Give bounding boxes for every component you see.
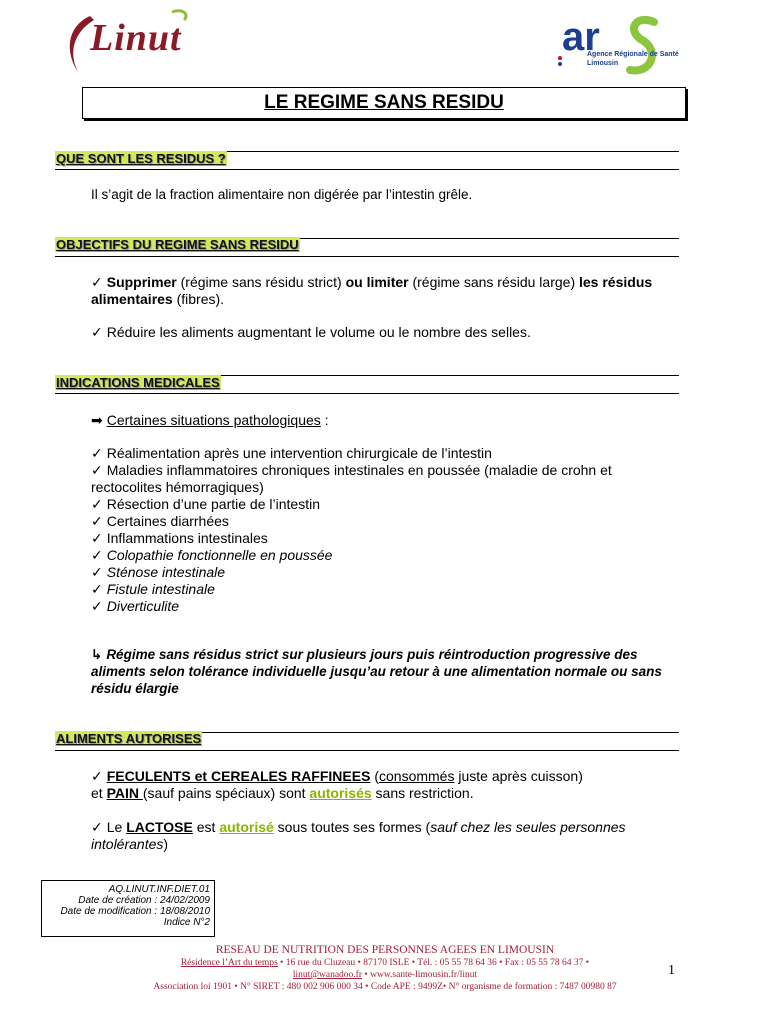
email-link[interactable]: linut@wanadoo.fr	[292, 970, 363, 980]
check-icon: ✓	[91, 819, 103, 835]
hook-arrow-icon: ↳	[91, 647, 103, 662]
linut-wordmark: Linut	[90, 17, 182, 59]
list-item: ✓ Inflammations intestinales	[91, 530, 268, 546]
check-icon: ✓	[91, 324, 103, 340]
check-icon: ✓	[91, 530, 103, 546]
residus-definition: Il s’agit de la fraction alimentaire non digérée par l’intestin grêle.	[91, 187, 473, 202]
indications-lead: ➡ Certaines situations pathologiques :	[91, 412, 329, 428]
ars-subtitle: Agence Régionale de Santé Limousin	[587, 51, 679, 67]
website-link[interactable]: • www.sante-limousin.fr/linut	[362, 970, 478, 980]
check-icon: ✓	[91, 598, 103, 614]
objectif-item-2: ✓ Réduire les aliments augmentant le volume ou le nombre des selles.	[91, 324, 531, 340]
footer: RESEAU DE NUTRITION DES PERSONNES AGEES EN LIMOUSIN Résidence l’Art du temps • 16 rue du Cluzeau • 87170 ISLE • Tél. : 05 55 78 64 36 • Fax : 05 55 78 64 37 • linut@wanadoo.fr • www.sante-limousin.fr/linut Association loi 1901 • N° SIRET : 480 002 906 000 34 • Code APE : 9499Z• N° organisme de formation : 7487 00980 87	[153, 944, 617, 992]
indications-list	[91, 445, 681, 615]
page-number: 1	[668, 963, 675, 978]
check-icon: ✓	[91, 581, 103, 597]
objectif-item-1: ✓ Supprimer (régime sans résidu strict) ou limiter (régime sans résidu large) les résidus alimentaires (fibres).	[91, 274, 653, 307]
section-title-objectifs: OBJECTIFS DU REGIME SANS RESIDU	[56, 237, 299, 252]
revision-box: AQ.LINUT.INF.DIET.01 Date de création : 24/02/2009 Date de modification : 18/08/2010 Indice N°2	[41, 880, 215, 937]
list-item: ✓ Résection d’une partie de l’intestin	[91, 496, 320, 512]
list-item: ✓ Certaines diarrhées	[91, 513, 229, 529]
list-item: ✓ Diverticulite	[91, 598, 180, 614]
check-icon: ✓	[91, 274, 103, 290]
section-divider	[55, 750, 679, 751]
check-icon: ✓	[91, 564, 103, 580]
check-icon: ✓	[91, 496, 103, 512]
check-icon: ✓	[91, 513, 103, 529]
strict-diet-note: ↳ Régime sans résidus strict sur plusieurs jours puis réintroduction progressive des aliments selon tolérance individuelle jusqu’au retour à une alimentation normale ou sans résidu élargie	[91, 647, 662, 696]
section-divider	[55, 169, 679, 170]
list-item: ✓ Sténose intestinale	[91, 564, 226, 580]
page-title: LE REGIME SANS RESIDU	[82, 87, 686, 119]
autorise-item-lactose: ✓ Le LACTOSE est autorisé sous toutes ses formes (sauf chez les seules personnes intolérantes)	[91, 819, 626, 852]
list-item: ✓ Colopathie fonctionnelle en poussée	[91, 547, 333, 563]
ars-logo	[556, 10, 676, 80]
list-item: ✓ Réalimentation après une intervention chirurgicale de l’intestin	[91, 445, 492, 461]
svg-text:ar: ar	[562, 15, 600, 59]
list-item: ✓ Maladies inflammatoires chroniques intestinales en poussée (maladie de crohn et rectocolites hémorragiques)	[91, 462, 612, 495]
check-icon: ✓	[91, 547, 103, 563]
section-title-indications: INDICATIONS MEDICALES	[56, 375, 220, 390]
check-icon: ✓	[91, 462, 103, 478]
section-divider	[55, 256, 679, 257]
check-icon: ✓	[91, 768, 103, 784]
section-title-autorises: ALIMENTS AUTORISES	[56, 731, 202, 746]
list-item: ✓ Fistule intestinale	[91, 581, 215, 597]
section-title-residus: QUE SONT LES RESIDUS ?	[56, 151, 226, 166]
section-divider	[55, 393, 679, 394]
arrow-right-icon: ➡	[91, 412, 103, 428]
check-icon: ✓	[91, 445, 103, 461]
autorise-item-feculents: ✓ FECULENTS et CEREALES RAFFINEES (consommés juste après cuisson) et PAIN (sauf pains spéciaux) sont autorisés sans restriction.	[91, 768, 583, 801]
